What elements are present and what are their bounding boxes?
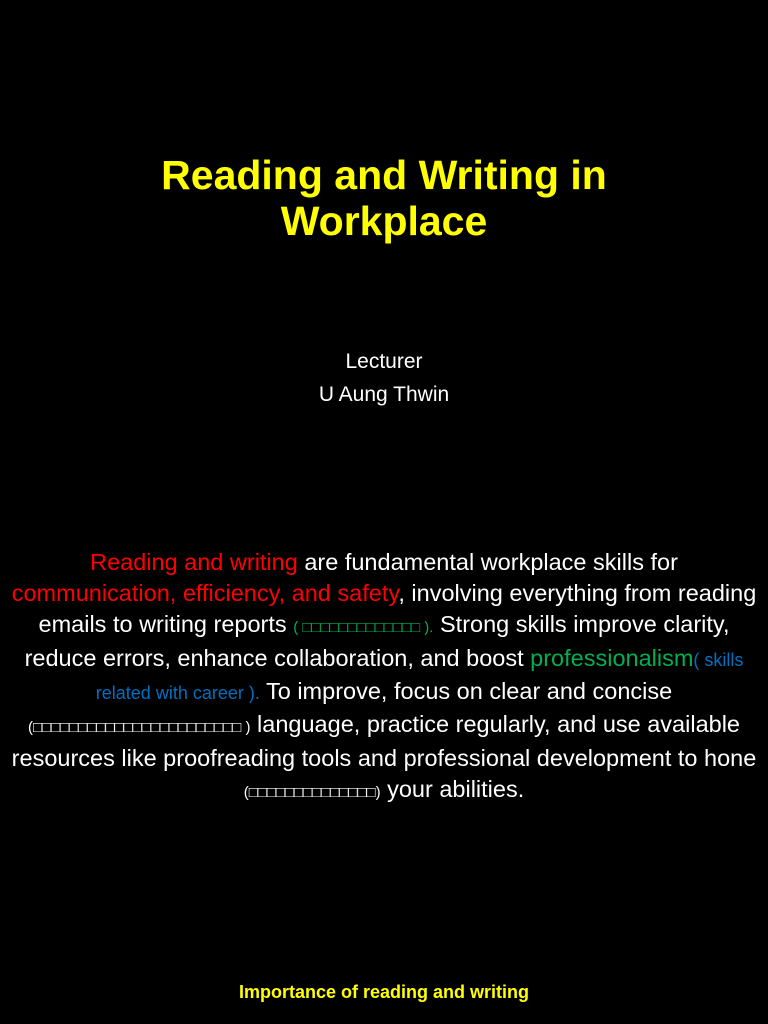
lecturer-block: [0, 345, 768, 411]
translation-note-hone: (□□□□□□□□□□□□□□): [243, 784, 381, 801]
translation-note-concise: (□□□□□□□□□□□□□□□□□□□□□□□ ): [27, 719, 251, 736]
text-segment: are fundamental workplace skills for: [297, 549, 678, 575]
page-title: [0, 152, 768, 244]
period-mark: .: [254, 683, 260, 703]
lecturer-name: U Aung Thwin: [318, 383, 450, 406]
text-segment: Strong skills improve clarity, reduce errors, enhance collaboration, and boost: [24, 611, 730, 671]
text-segment: , involving everything from reading emails to writing reports: [38, 580, 757, 637]
lecturer-role: Lecturer: [345, 350, 423, 373]
highlight-communication: communication, efficiency, and safety: [11, 580, 399, 606]
footer-caption: Importance of reading and writing: [238, 982, 530, 1002]
title-line-1: Reading and Writing in: [161, 152, 607, 198]
note-career-skills: ( skills related with career ): [95, 650, 744, 703]
title-line-2: Workplace: [280, 198, 488, 244]
body-paragraph: [6, 547, 762, 808]
text-segment: To improve, focus on clear and concise: [259, 678, 673, 704]
highlight-reading-writing: Reading and writing: [90, 549, 298, 575]
highlight-professionalism: professionalism: [530, 645, 694, 671]
translation-note-reports: ( □□□□□□□□□□□□□ ).: [293, 619, 434, 636]
text-segment: your abilities.: [380, 776, 525, 802]
text-segment: language, practice regularly, and use available resources like proofreading tools and professional development to hone: [11, 711, 757, 771]
